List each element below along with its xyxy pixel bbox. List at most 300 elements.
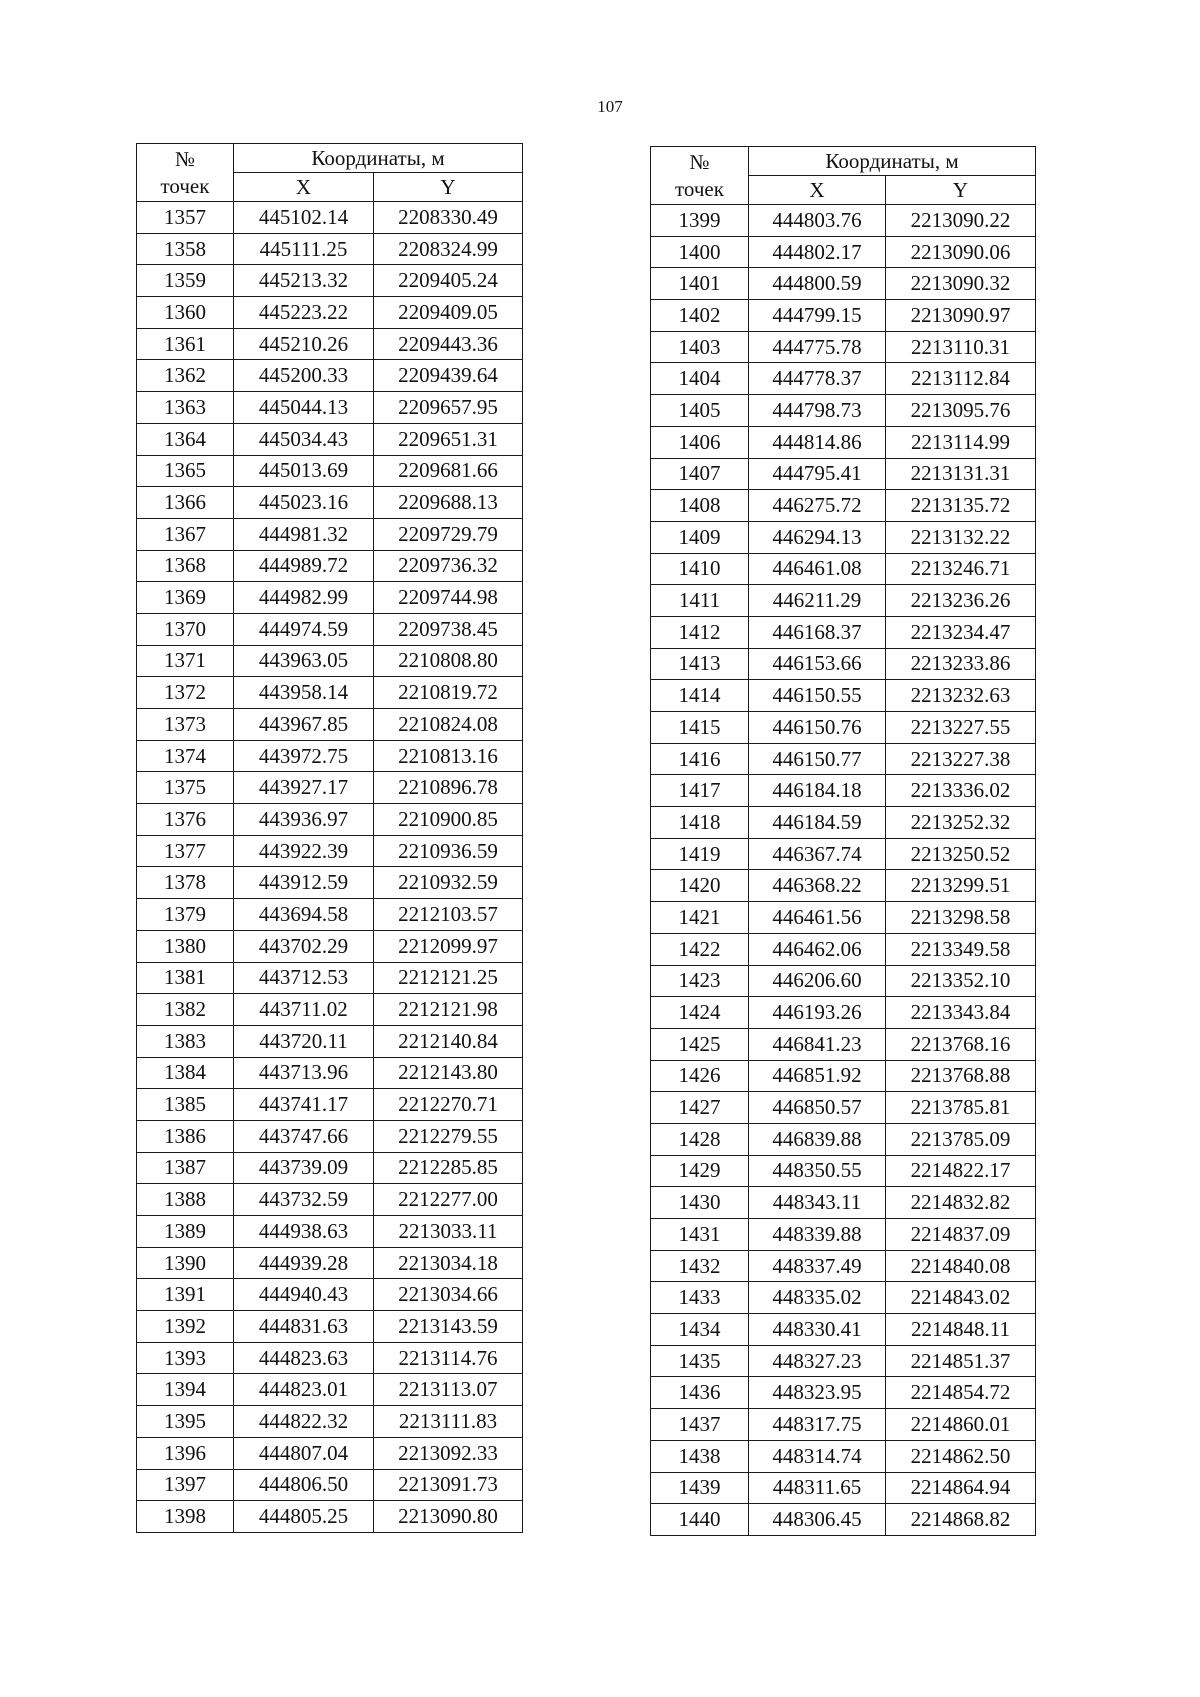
point-number-header (137, 144, 234, 202)
x-coordinate-cell: 446294.13 (749, 521, 886, 553)
x-coordinate-cell: 445210.26 (234, 328, 374, 360)
y-coordinate-cell: 2213298.58 (886, 902, 1036, 934)
x-coordinate-cell: 443702.29 (234, 930, 374, 962)
x-coordinate-cell: 446275.72 (749, 490, 886, 522)
table-row (651, 965, 1036, 997)
point-number-cell: 1372 (137, 677, 234, 709)
y-coordinate-cell: 2209729.79 (374, 518, 523, 550)
table-body (137, 202, 523, 1533)
table-row (651, 933, 1036, 965)
point-number-cell: 1434 (651, 1314, 749, 1346)
x-coordinate-cell: 445102.14 (234, 202, 374, 234)
point-number-cell: 1396 (137, 1437, 234, 1469)
y-coordinate-cell: 2213234.47 (886, 616, 1036, 648)
point-number-cell: 1408 (651, 490, 749, 522)
x-coordinate-cell: 444823.63 (234, 1342, 374, 1374)
point-number-cell: 1430 (651, 1187, 749, 1219)
y-coordinate-cell: 2213250.52 (886, 838, 1036, 870)
x-coordinate-cell: 446211.29 (749, 585, 886, 617)
x-coordinate-cell: 445200.33 (234, 360, 374, 392)
point-number-cell: 1390 (137, 1247, 234, 1279)
x-coordinate-cell: 448343.11 (749, 1187, 886, 1219)
y-coordinate-cell: 2214854.72 (886, 1377, 1036, 1409)
table-row (137, 233, 523, 265)
x-coordinate-cell: 445034.43 (234, 423, 374, 455)
x-coordinate-cell: 443936.97 (234, 804, 374, 836)
point-number-cell: 1382 (137, 994, 234, 1026)
table-row (651, 1282, 1036, 1314)
table-row (137, 740, 523, 772)
table-row (651, 775, 1036, 807)
y-coordinate-cell: 2213090.32 (886, 268, 1036, 300)
y-coordinate-cell: 2213343.84 (886, 997, 1036, 1029)
y-coordinate-cell: 2214862.50 (886, 1440, 1036, 1472)
y-coordinate-cell: 2214822.17 (886, 1155, 1036, 1187)
table-row (137, 994, 523, 1026)
table-row (137, 962, 523, 994)
y-coordinate-cell: 2212279.55 (374, 1120, 523, 1152)
table-row (651, 680, 1036, 712)
point-number-cell: 1391 (137, 1279, 234, 1311)
y-coordinate-cell: 2210896.78 (374, 772, 523, 804)
table-row (137, 582, 523, 614)
point-number-cell: 1431 (651, 1219, 749, 1251)
y-coordinate-cell: 2213299.51 (886, 870, 1036, 902)
point-number-cell: 1402 (651, 300, 749, 332)
x-coordinate-cell: 444798.73 (749, 395, 886, 427)
point-number-symbol: № (174, 147, 196, 172)
page-number: 107 (597, 97, 623, 116)
point-number-cell: 1378 (137, 867, 234, 899)
y-coordinate-cell: 2213095.76 (886, 395, 1036, 427)
y-coordinate-cell: 2213135.72 (886, 490, 1036, 522)
table-row (651, 838, 1036, 870)
y-coordinate-cell: 2213114.76 (374, 1342, 523, 1374)
x-coordinate-cell: 448323.95 (749, 1377, 886, 1409)
point-number-cell: 1389 (137, 1216, 234, 1248)
y-coordinate-cell: 2214851.37 (886, 1345, 1036, 1377)
table-row (137, 899, 523, 931)
table-row (137, 1469, 523, 1501)
x-coordinate-cell: 446206.60 (749, 965, 886, 997)
x-coordinate-cell: 444981.32 (234, 518, 374, 550)
x-coordinate-cell: 446851.92 (749, 1060, 886, 1092)
table-row (651, 458, 1036, 490)
table-row (651, 616, 1036, 648)
table-row (651, 331, 1036, 363)
x-coordinate-cell: 445013.69 (234, 455, 374, 487)
point-number-cell: 1429 (651, 1155, 749, 1187)
table-row (651, 585, 1036, 617)
y-coordinate-cell: 2212121.98 (374, 994, 523, 1026)
y-coordinate-cell: 2213090.06 (886, 236, 1036, 268)
table-row (137, 202, 523, 234)
x-coordinate-cell: 444823.01 (234, 1374, 374, 1406)
y-coordinate-cell: 2213233.86 (886, 648, 1036, 680)
table-row (137, 1501, 523, 1533)
table-row (651, 1060, 1036, 1092)
point-number-cell: 1387 (137, 1152, 234, 1184)
point-number-cell: 1421 (651, 902, 749, 934)
x-coordinate-cell: 444778.37 (749, 363, 886, 395)
table-row (137, 487, 523, 519)
table-row (137, 930, 523, 962)
table-row (137, 1184, 523, 1216)
y-coordinate-cell: 2212099.97 (374, 930, 523, 962)
point-number-cell: 1395 (137, 1406, 234, 1438)
x-coordinate-cell: 448311.65 (749, 1472, 886, 1504)
point-number-cell: 1415 (651, 712, 749, 744)
table-row (137, 1342, 523, 1374)
table-row (137, 645, 523, 677)
x-coordinate-cell: 443711.02 (234, 994, 374, 1026)
x-coordinate-cell: 443963.05 (234, 645, 374, 677)
y-coordinate-cell: 2213227.38 (886, 743, 1036, 775)
y-coordinate-cell: 2213236.26 (886, 585, 1036, 617)
point-number-cell: 1426 (651, 1060, 749, 1092)
x-coordinate-cell: 448335.02 (749, 1282, 886, 1314)
point-number-cell: 1417 (651, 775, 749, 807)
point-number-cell: 1432 (651, 1250, 749, 1282)
x-coordinate-cell: 445023.16 (234, 487, 374, 519)
table-row (651, 395, 1036, 427)
y-coordinate-cell: 2209744.98 (374, 582, 523, 614)
point-number-cell: 1412 (651, 616, 749, 648)
point-number-cell: 1405 (651, 395, 749, 427)
point-number-cell: 1401 (651, 268, 749, 300)
point-number-cell: 1433 (651, 1282, 749, 1314)
table-row (651, 712, 1036, 744)
y-coordinate-cell: 2209651.31 (374, 423, 523, 455)
table-row (137, 867, 523, 899)
point-number-cell: 1409 (651, 521, 749, 553)
y-coordinate-cell: 2210936.59 (374, 835, 523, 867)
point-number-cell: 1407 (651, 458, 749, 490)
y-coordinate-cell: 2214832.82 (886, 1187, 1036, 1219)
point-number-cell: 1365 (137, 455, 234, 487)
x-coordinate-cell: 444982.99 (234, 582, 374, 614)
x-coordinate-cell: 446850.57 (749, 1092, 886, 1124)
point-number-cell: 1370 (137, 613, 234, 645)
point-number-cell: 1393 (137, 1342, 234, 1374)
table-row (651, 870, 1036, 902)
x-coordinate-cell: 444806.50 (234, 1469, 374, 1501)
point-number-cell: 1362 (137, 360, 234, 392)
x-coordinate-cell: 444795.41 (749, 458, 886, 490)
x-coordinate-cell: 444939.28 (234, 1247, 374, 1279)
x-coordinate-cell: 443712.53 (234, 962, 374, 994)
x-coordinate-cell: 443739.09 (234, 1152, 374, 1184)
table-row (137, 613, 523, 645)
table-row (651, 1377, 1036, 1409)
y-coordinate-cell: 2209439.64 (374, 360, 523, 392)
point-number-cell: 1377 (137, 835, 234, 867)
y-coordinate-cell: 2210900.85 (374, 804, 523, 836)
point-number-word: точек (160, 173, 210, 198)
table-row (651, 363, 1036, 395)
y-column-header: Y (886, 176, 1036, 205)
point-number-cell: 1425 (651, 1028, 749, 1060)
y-coordinate-cell: 2214848.11 (886, 1314, 1036, 1346)
point-number-cell: 1358 (137, 233, 234, 265)
y-coordinate-cell: 2214840.08 (886, 1250, 1036, 1282)
point-number-cell: 1416 (651, 743, 749, 775)
point-number-cell: 1394 (137, 1374, 234, 1406)
y-coordinate-cell: 2208330.49 (374, 202, 523, 234)
x-coordinate-cell: 448314.74 (749, 1440, 886, 1472)
table-row (137, 1152, 523, 1184)
x-coordinate-cell: 448337.49 (749, 1250, 886, 1282)
y-coordinate-cell: 2209736.32 (374, 550, 523, 582)
table-row (137, 709, 523, 741)
table-row (651, 1187, 1036, 1219)
point-number-cell: 1368 (137, 550, 234, 582)
x-coordinate-cell: 446367.74 (749, 838, 886, 870)
table-row (651, 1440, 1036, 1472)
point-number-cell: 1403 (651, 331, 749, 363)
y-coordinate-cell: 2208324.99 (374, 233, 523, 265)
table-row (651, 300, 1036, 332)
x-column-header: X (749, 176, 886, 205)
point-number-cell: 1439 (651, 1472, 749, 1504)
table-row (137, 392, 523, 424)
x-coordinate-cell: 444802.17 (749, 236, 886, 268)
table-row (651, 1155, 1036, 1187)
x-coordinate-cell: 445213.32 (234, 265, 374, 297)
table-row (137, 265, 523, 297)
x-coordinate-cell: 443720.11 (234, 1025, 374, 1057)
x-coordinate-cell: 443967.85 (234, 709, 374, 741)
x-coordinate-cell: 443747.66 (234, 1120, 374, 1152)
table-row (651, 205, 1036, 237)
table-row (137, 804, 523, 836)
y-coordinate-cell: 2213131.31 (886, 458, 1036, 490)
x-coordinate-cell: 444814.86 (749, 426, 886, 458)
table-row (651, 1123, 1036, 1155)
point-number-cell: 1388 (137, 1184, 234, 1216)
y-coordinate-cell: 2212143.80 (374, 1057, 523, 1089)
x-coordinate-cell: 444974.59 (234, 613, 374, 645)
point-number-cell: 1357 (137, 202, 234, 234)
table-row (651, 743, 1036, 775)
point-number-word: точек (675, 176, 724, 201)
x-coordinate-cell: 446153.66 (749, 648, 886, 680)
table-row (137, 328, 523, 360)
coordinates-header: Координаты, м (234, 144, 523, 173)
x-coordinate-cell: 444775.78 (749, 331, 886, 363)
point-number-cell: 1424 (651, 997, 749, 1029)
y-coordinate-cell: 2212270.71 (374, 1089, 523, 1121)
x-coordinate-cell: 448327.23 (749, 1345, 886, 1377)
table-row (137, 1120, 523, 1152)
x-coordinate-cell: 443922.39 (234, 835, 374, 867)
table-row (651, 490, 1036, 522)
y-coordinate-cell: 2214837.09 (886, 1219, 1036, 1251)
y-coordinate-cell: 2212285.85 (374, 1152, 523, 1184)
x-coordinate-cell: 444800.59 (749, 268, 886, 300)
y-coordinate-cell: 2213112.84 (886, 363, 1036, 395)
y-coordinate-cell: 2210808.80 (374, 645, 523, 677)
table-row (137, 677, 523, 709)
table-row (651, 1345, 1036, 1377)
x-coordinate-cell: 444989.72 (234, 550, 374, 582)
point-number-cell: 1392 (137, 1311, 234, 1343)
point-number-cell: 1381 (137, 962, 234, 994)
y-coordinate-cell: 2209409.05 (374, 297, 523, 329)
x-coordinate-cell: 444940.43 (234, 1279, 374, 1311)
point-number-cell: 1399 (651, 205, 749, 237)
x-coordinate-cell: 443694.58 (234, 899, 374, 931)
point-number-cell: 1373 (137, 709, 234, 741)
y-coordinate-cell: 2213349.58 (886, 933, 1036, 965)
point-number-cell: 1376 (137, 804, 234, 836)
table-row (137, 550, 523, 582)
point-number-cell: 1404 (651, 363, 749, 395)
x-coordinate-cell: 448306.45 (749, 1504, 886, 1536)
table-row (651, 1092, 1036, 1124)
y-coordinate-cell: 2209681.66 (374, 455, 523, 487)
x-coordinate-cell: 445111.25 (234, 233, 374, 265)
table-row (651, 521, 1036, 553)
y-coordinate-cell: 2209688.13 (374, 487, 523, 519)
point-number-cell: 1363 (137, 392, 234, 424)
coordinates-table-right (650, 146, 1036, 1536)
point-number-cell: 1397 (137, 1469, 234, 1501)
y-coordinate-cell: 2210819.72 (374, 677, 523, 709)
y-coordinate-cell: 2213114.99 (886, 426, 1036, 458)
point-number-cell: 1380 (137, 930, 234, 962)
y-coordinate-cell: 2214864.94 (886, 1472, 1036, 1504)
table-row (137, 835, 523, 867)
x-column-header: X (234, 173, 374, 202)
point-number-cell: 1406 (651, 426, 749, 458)
table-row (137, 1437, 523, 1469)
point-number-cell: 1410 (651, 553, 749, 585)
y-coordinate-cell: 2213090.80 (374, 1501, 523, 1533)
x-coordinate-cell: 443713.96 (234, 1057, 374, 1089)
point-number-cell: 1360 (137, 297, 234, 329)
point-number-cell: 1436 (651, 1377, 749, 1409)
y-coordinate-cell: 2213143.59 (374, 1311, 523, 1343)
x-coordinate-cell: 444807.04 (234, 1437, 374, 1469)
x-coordinate-cell: 446839.88 (749, 1123, 886, 1155)
table-row (651, 997, 1036, 1029)
y-coordinate-cell: 2212140.84 (374, 1025, 523, 1057)
point-number-cell: 1437 (651, 1409, 749, 1441)
x-coordinate-cell: 443732.59 (234, 1184, 374, 1216)
x-coordinate-cell: 444822.32 (234, 1406, 374, 1438)
y-coordinate-cell: 2210824.08 (374, 709, 523, 741)
point-number-cell: 1435 (651, 1345, 749, 1377)
table-row (651, 1250, 1036, 1282)
x-coordinate-cell: 446193.26 (749, 997, 886, 1029)
y-coordinate-cell: 2214843.02 (886, 1282, 1036, 1314)
point-number-cell: 1369 (137, 582, 234, 614)
x-coordinate-cell: 446168.37 (749, 616, 886, 648)
table-row (137, 518, 523, 550)
table-row (651, 426, 1036, 458)
x-coordinate-cell: 444805.25 (234, 1501, 374, 1533)
point-number-cell: 1422 (651, 933, 749, 965)
x-coordinate-cell: 446150.76 (749, 712, 886, 744)
point-number-cell: 1418 (651, 807, 749, 839)
y-coordinate-cell: 2213252.32 (886, 807, 1036, 839)
point-number-cell: 1359 (137, 265, 234, 297)
x-coordinate-cell: 446841.23 (749, 1028, 886, 1060)
x-coordinate-cell: 448339.88 (749, 1219, 886, 1251)
y-coordinate-cell: 2213033.11 (374, 1216, 523, 1248)
y-coordinate-cell: 2213034.18 (374, 1247, 523, 1279)
point-number-cell: 1400 (651, 236, 749, 268)
point-number-cell: 1384 (137, 1057, 234, 1089)
x-coordinate-cell: 444803.76 (749, 205, 886, 237)
table-row (137, 1406, 523, 1438)
y-coordinate-cell: 2212121.25 (374, 962, 523, 994)
y-coordinate-cell: 2212103.57 (374, 899, 523, 931)
point-number-cell: 1427 (651, 1092, 749, 1124)
y-coordinate-cell: 2213336.02 (886, 775, 1036, 807)
x-coordinate-cell: 443927.17 (234, 772, 374, 804)
table-row (137, 1279, 523, 1311)
y-coordinate-cell: 2213232.63 (886, 680, 1036, 712)
table-row (137, 1374, 523, 1406)
table-row (651, 236, 1036, 268)
point-number-cell: 1364 (137, 423, 234, 455)
y-coordinate-cell: 2209405.24 (374, 265, 523, 297)
table-row (137, 297, 523, 329)
point-number-cell: 1367 (137, 518, 234, 550)
point-number-cell: 1385 (137, 1089, 234, 1121)
point-number-cell: 1366 (137, 487, 234, 519)
point-number-cell: 1379 (137, 899, 234, 931)
x-coordinate-cell: 444938.63 (234, 1216, 374, 1248)
table-row (651, 648, 1036, 680)
y-coordinate-cell: 2210813.16 (374, 740, 523, 772)
y-coordinate-cell: 2213132.22 (886, 521, 1036, 553)
x-coordinate-cell: 446184.18 (749, 775, 886, 807)
point-number-cell: 1386 (137, 1120, 234, 1152)
table-row (137, 1057, 523, 1089)
table-row (651, 1219, 1036, 1251)
y-coordinate-cell: 2214860.01 (886, 1409, 1036, 1441)
x-coordinate-cell: 448317.75 (749, 1409, 886, 1441)
y-coordinate-cell: 2213785.81 (886, 1092, 1036, 1124)
y-coordinate-cell: 2213090.22 (886, 205, 1036, 237)
x-coordinate-cell: 448350.55 (749, 1155, 886, 1187)
x-coordinate-cell: 446462.06 (749, 933, 886, 965)
point-number-cell: 1371 (137, 645, 234, 677)
table-row (651, 268, 1036, 300)
table-row (137, 423, 523, 455)
y-coordinate-cell: 2212277.00 (374, 1184, 523, 1216)
point-number-cell: 1414 (651, 680, 749, 712)
x-coordinate-cell: 448330.41 (749, 1314, 886, 1346)
point-number-cell: 1383 (137, 1025, 234, 1057)
x-coordinate-cell: 446184.59 (749, 807, 886, 839)
table-row (137, 1025, 523, 1057)
x-coordinate-cell: 443912.59 (234, 867, 374, 899)
point-number-header (651, 147, 749, 205)
table-row (137, 1089, 523, 1121)
y-coordinate-cell: 2213227.55 (886, 712, 1036, 744)
point-number-cell: 1438 (651, 1440, 749, 1472)
point-number-cell: 1423 (651, 965, 749, 997)
table-row (651, 807, 1036, 839)
y-coordinate-cell: 2210932.59 (374, 867, 523, 899)
table-row (137, 1311, 523, 1343)
table-row (137, 1247, 523, 1279)
y-coordinate-cell: 2209738.45 (374, 613, 523, 645)
